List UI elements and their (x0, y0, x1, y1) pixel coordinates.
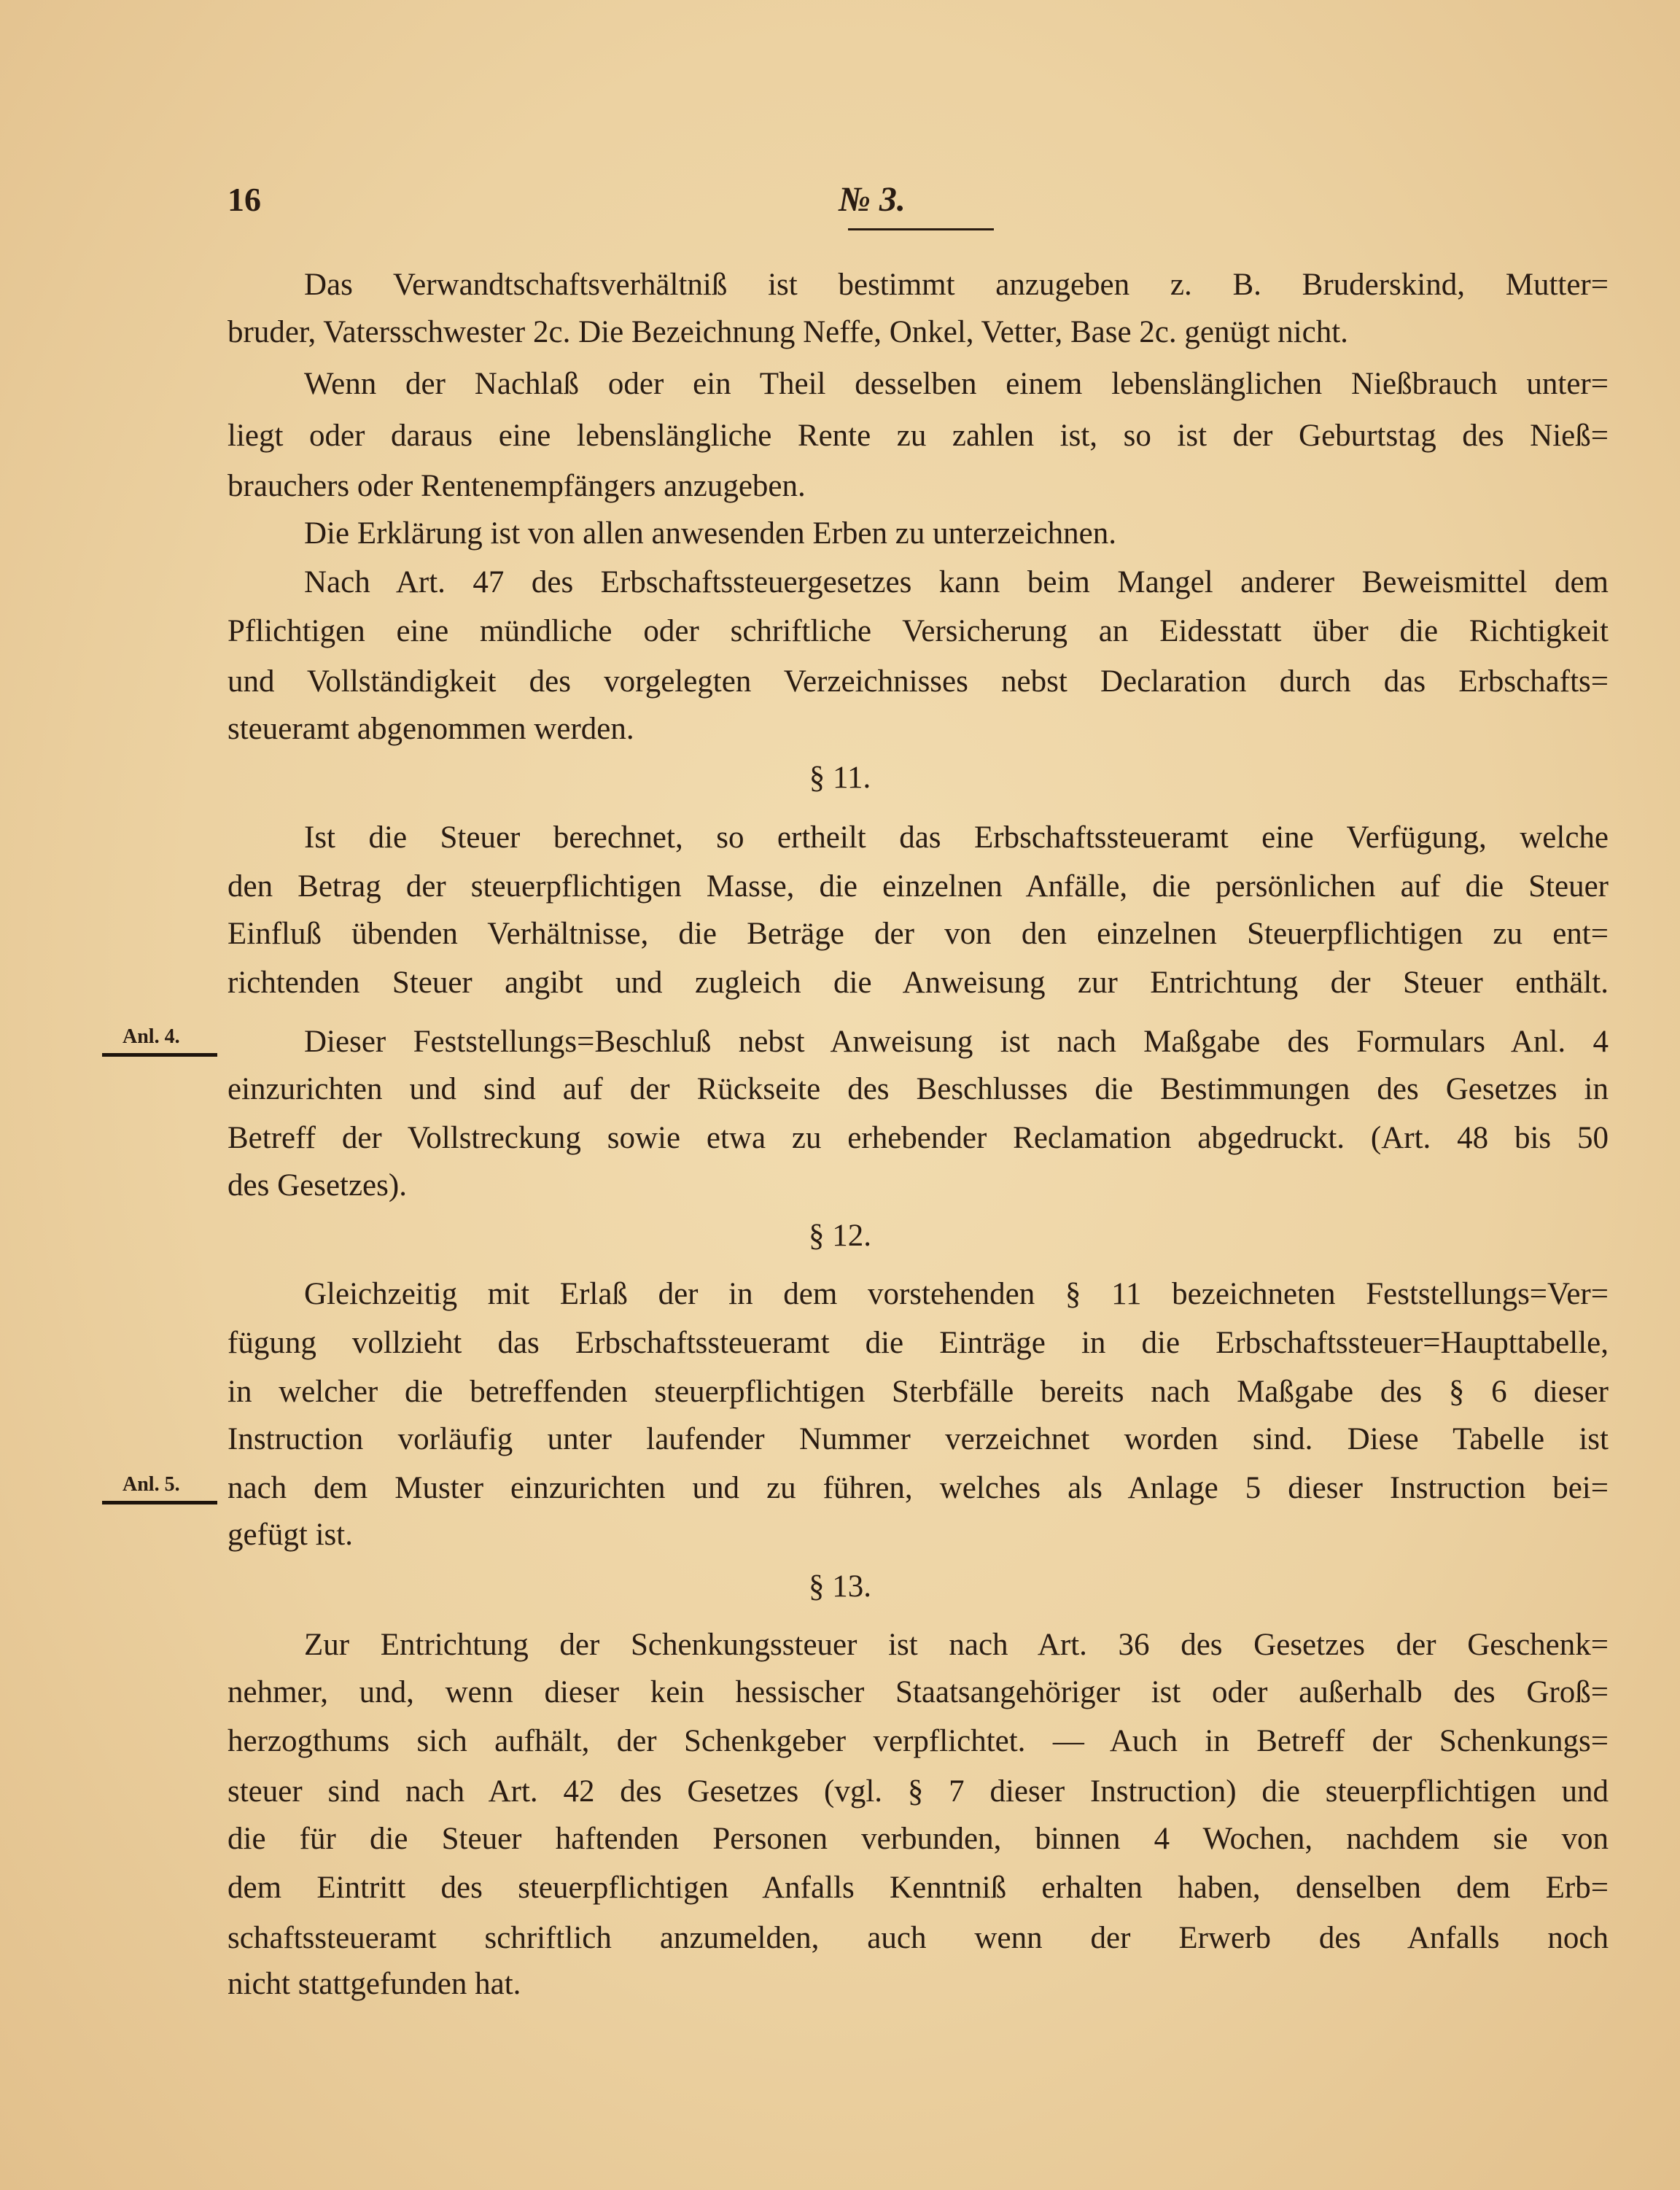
text-line: dem Eintritt des steuerpflichtigen Anfalls Kenntniß erhalten haben, denselben dem Erb= (228, 1871, 1609, 1905)
text-line: Pflichtigen eine mündliche oder schriftliche Versicherung an Eidesstatt über die Richtigkeit (228, 614, 1609, 648)
text-line: nicht stattgefunden hat. (228, 1967, 521, 2001)
text-line: Gleichzeitig mit Erlaß der in dem vorstehenden § 11 bezeichneten Feststellungs=Ver= (304, 1277, 1609, 1311)
text-line: liegt oder daraus eine lebenslängliche Rente zu zahlen ist, so ist der Geburtstag des Nieß= (228, 419, 1609, 453)
margin-note-anl-5: Anl. 5. (122, 1473, 180, 1496)
text-line: nehmer, und, wenn dieser kein hessischer Staatsangehöriger ist oder außerhalb des Groß= (228, 1675, 1609, 1709)
section-heading-11: § 11. (809, 761, 871, 795)
text-line: die für die Steuer haftenden Personen verbunden, binnen 4 Wochen, nachdem sie von (228, 1822, 1609, 1856)
text-line: schaftssteueramt schriftlich anzumelden, auch wenn der Erwerb des Anfalls noch (228, 1921, 1609, 1955)
text-line: bruder, Vatersschwester 2c. Die Bezeichnung Neffe, Onkel, Vetter, Base 2c. genügt nicht. (228, 315, 1348, 349)
text-line: und Vollständigkeit des vorgelegten Verzeichnisses nebst Declaration durch das Erbschafts= (228, 664, 1609, 699)
text-line: Dieser Feststellungs=Beschluß nebst Anweisung ist nach Maßgabe des Formulars Anl. 4 (304, 1025, 1609, 1059)
text-line: einzurichten und sind auf der Rückseite des Beschlusses die Bestimmungen des Gesetzes in (228, 1072, 1609, 1106)
page-number: 16 (228, 181, 261, 218)
issue-number: № 3. (839, 180, 906, 219)
text-line: Das Verwandtschaftsverhältniß ist bestimmt anzugeben z. B. Bruderskind, Mutter= (304, 268, 1609, 302)
text-line: Die Erklärung ist von allen anwesenden Erben zu unterzeichnen. (304, 516, 1116, 551)
text-line: nach dem Muster einzurichten und zu führen, welches als Anlage 5 dieser Instruction bei= (228, 1471, 1609, 1505)
text-line: Einfluß übenden Verhältnisse, die Beträge der von den einzelnen Steuerpflichtigen zu ent= (228, 917, 1609, 951)
text-line: steuer sind nach Art. 42 des Gesetzes (vgl. § 7 dieser Instruction) die steuerpflichtigen und (228, 1774, 1609, 1809)
text-line: des Gesetzes). (228, 1168, 407, 1203)
margin-note-rule (102, 1053, 217, 1057)
section-heading-12: § 12. (809, 1219, 871, 1253)
text-line: den Betrag der steuerpflichtigen Masse, die einzelnen Anfälle, die persönlichen auf die Steuer (228, 869, 1609, 904)
text-line: in welcher die betreffenden steuerpflichtigen Sterbfälle bereits nach Maßgabe des § 6 dieser (228, 1375, 1609, 1409)
margin-note-rule (102, 1501, 217, 1504)
text-line: Betreff der Vollstreckung sowie etwa zu erhebender Reclamation abgedruckt. (Art. 48 bis 50 (228, 1121, 1609, 1155)
margin-note-anl-4: Anl. 4. (122, 1025, 180, 1048)
text-line: herzogthums sich aufhält, der Schenkgeber verpflichtet. — Auch in Betreff der Schenkungs= (228, 1724, 1609, 1758)
text-line: Wenn der Nachlaß oder ein Theil desselben einem lebenslänglichen Nießbrauch unter= (304, 367, 1609, 401)
text-line: Instruction vorläufig unter laufender Nummer verzeichnet worden sind. Diese Tabelle ist (228, 1422, 1609, 1456)
text-line: Zur Entrichtung der Schenkungssteuer ist nach Art. 36 des Gesetzes der Geschenk= (304, 1628, 1609, 1662)
text-line: gefügt ist. (228, 1518, 353, 1552)
text-line: fügung vollzieht das Erbschaftssteueramt die Einträge in die Erbschaftssteuer=Haupttabelle, (228, 1326, 1609, 1360)
header-rule (848, 228, 994, 230)
text-line: Nach Art. 47 des Erbschaftssteuergesetzes kann beim Mangel anderer Beweismittel dem (304, 565, 1609, 599)
text-line: brauchers oder Rentenempfängers anzugeben. (228, 469, 806, 503)
text-line: steueramt abgenommen werden. (228, 712, 634, 746)
section-heading-13: § 13. (809, 1569, 871, 1604)
text-line: richtenden Steuer angibt und zugleich die Anweisung zur Entrichtung der Steuer enthält. (228, 966, 1609, 1000)
text-line: Ist die Steuer berechnet, so ertheilt das Erbschaftssteueramt eine Verfügung, welche (304, 820, 1609, 855)
